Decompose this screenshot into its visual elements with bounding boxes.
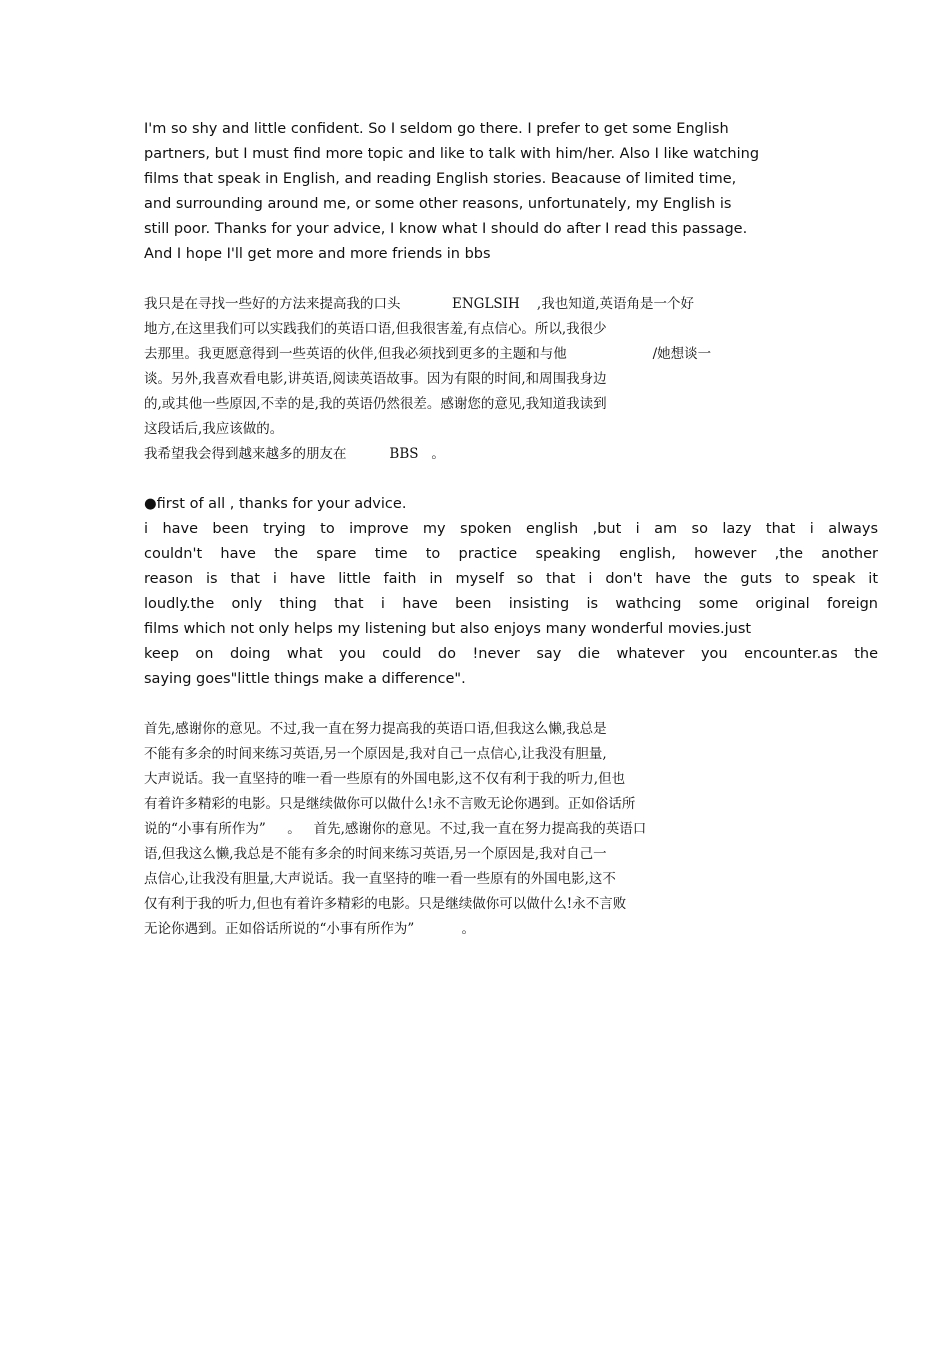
bullet-heading: ●first of all , thanks for your advice. [144,496,407,512]
paragraph-chinese-1 [144,292,878,467]
text-line: 有着许多精彩的电影。只是继续做你可以做什么!永不言败无论你遇到。正如俗话所 [144,796,636,812]
text-line: I'm so shy and little confident. So I seldom go there. I prefer to get some English [144,121,729,137]
text-line: 大声说话。我一直坚持的唯一看一些原有的外国电影,这不仅有利于我的听力,但也 [144,771,626,787]
paragraph-english-1 [144,117,878,267]
text-line: 仅有利于我的听力,但也有着许多精彩的电影。只是继续做你可以做什么!永不言败 [144,896,627,912]
text-line: reason is that i have little faith in myself so that i don't have the guts to speak it [144,571,878,587]
text-line: saying goes"little things make a difference". [144,671,466,687]
text-line: keep on doing what you could do !never say die whatever you encounter.as the [144,646,878,662]
text-line: and surrounding around me, or some other reasons, unfortunately, my English is [144,196,732,212]
text-line: 我希望我会得到越来越多的朋友在 BBS 。 [144,446,445,462]
text-line: 不能有多余的时间来练习英语,另一个原因是,我对自己一点信心,让我没有胆量, [144,746,607,762]
text-line: films which not only helps my listening but also enjoys many wonderful movies.just [144,621,752,637]
text-line: films that speak in English, and reading English stories. Beacause of limited time, [144,171,737,187]
text-line: 无论你遇到。正如俗话所说的“小事有所作为” 。 [144,921,476,937]
text-line: 去那里。我更愿意得到一些英语的伙伴,但我必须找到更多的主题和与他 /她想谈一 [144,346,712,362]
text-line: i have been trying to improve my spoken english ,but i am so lazy that i always [144,521,878,537]
text-line: 语,但我这么懒,我总是不能有多余的时间来练习英语,另一个原因是,我对自己一 [144,846,607,862]
paragraph-gap [144,692,878,717]
text-line: 说的“小事有所作为” 。 首先,感谢你的意见。不过,我一直在努力提高我的英语口 [144,821,647,837]
text-line: And I hope I'll get more and more friends in bbs [144,246,491,262]
text-line: 的,或其他一些原因,不幸的是,我的英语仍然很差。感谢您的意见,我知道我读到 [144,396,607,412]
text-line: partners, but I must find more topic and like to talk with him/her. Also I like watching [144,146,760,162]
paragraph-english-2 [144,517,878,692]
text-line: loudly.the only thing that i have been insisting is wathcing some original foreign [144,596,878,612]
text-line: 谈。另外,我喜欢看电影,讲英语,阅读英语故事。因为有限的时间,和周围我身边 [144,371,607,387]
text-line: 点信心,让我没有胆量,大声说话。我一直坚持的唯一看一些原有的外国电影,这不 [144,871,616,887]
paragraph-gap [144,267,878,292]
text-line: couldn't have the spare time to practice speaking english, however ,the another [144,546,878,562]
text-line: 首先,感谢你的意见。不过,我一直在努力提高我的英语口语,但我这么懒,我总是 [144,721,607,737]
text-line: 这段话后,我应该做的。 [144,421,284,437]
paragraph-gap [144,467,878,492]
text-line: still poor. Thanks for your advice, I know what I should do after I read this passage. [144,221,748,237]
document-body [144,117,878,942]
paragraph-chinese-2 [144,717,878,942]
text-line: 地方,在这里我们可以实践我们的英语口语,但我很害羞,有点信心。所以,我很少 [144,321,607,337]
text-line: 我只是在寻找一些好的方法来提高我的口头 ENGLSIH ,我也知道,英语角是一个好 [144,296,695,312]
